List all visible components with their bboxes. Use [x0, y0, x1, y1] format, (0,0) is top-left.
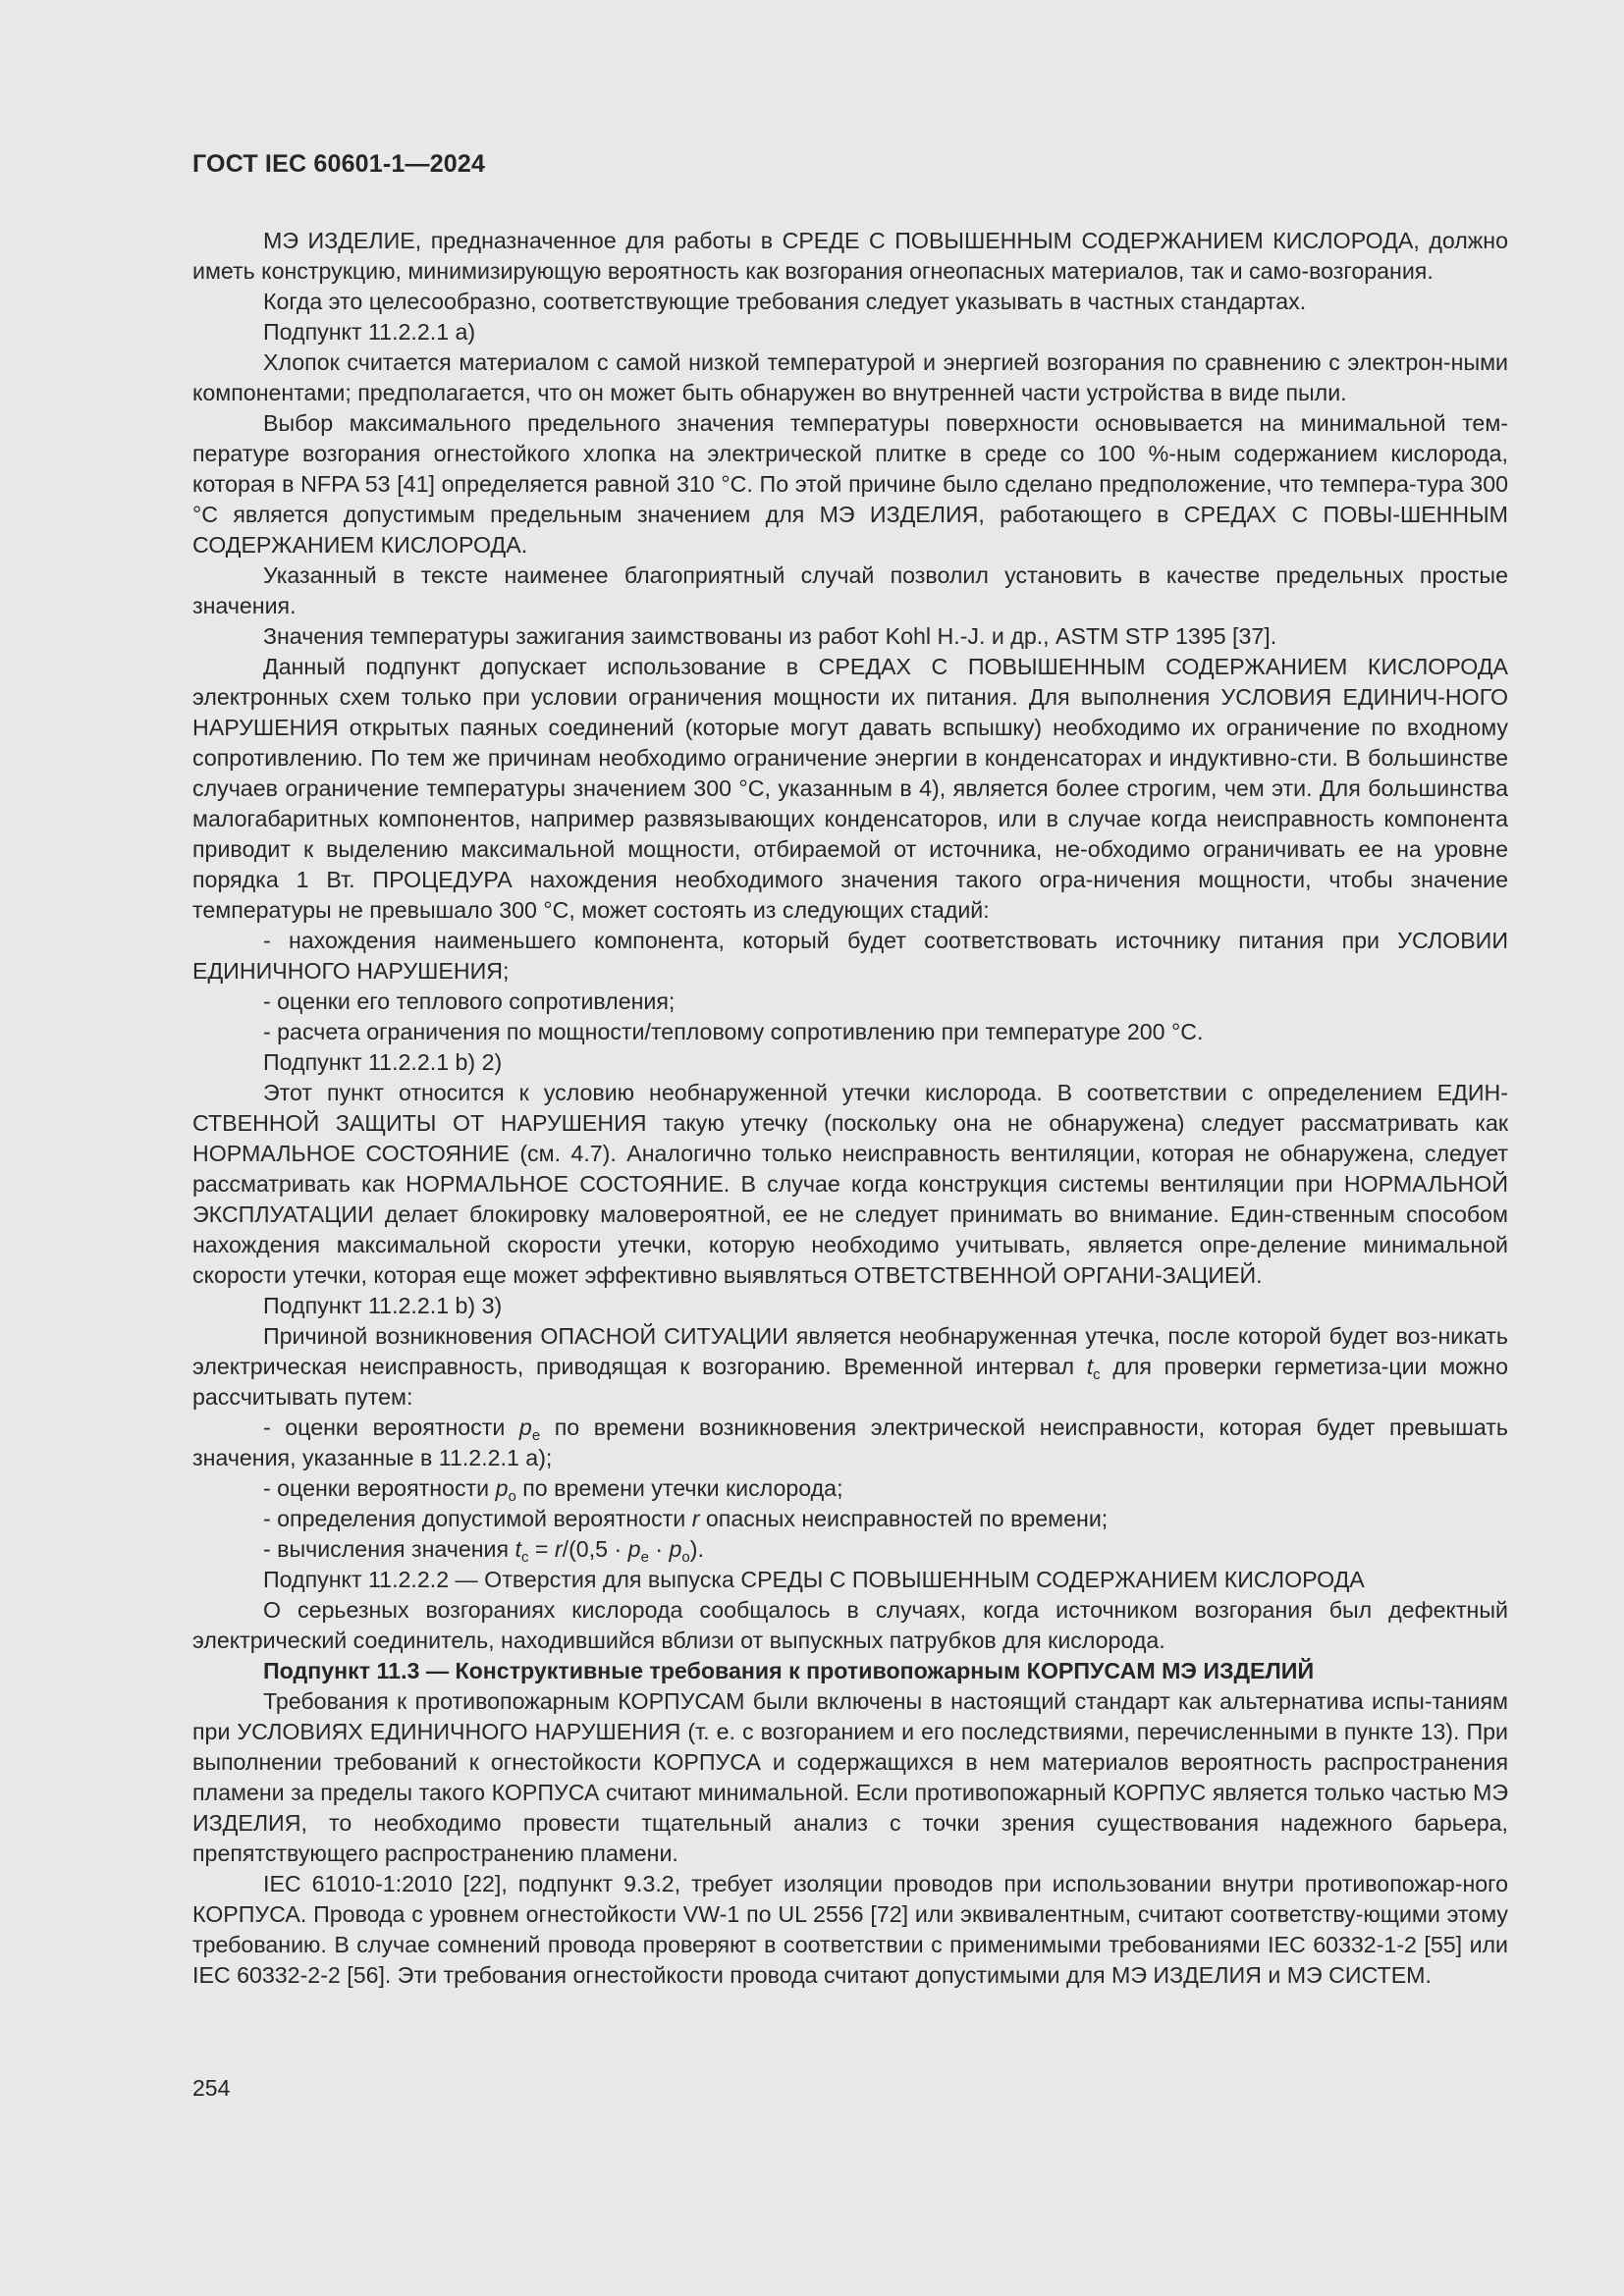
- list-item: [192, 1413, 1508, 1473]
- subclause-heading: Подпункт 11.2.2.1 b) 2): [263, 1049, 503, 1075]
- variable: t: [1086, 1354, 1094, 1379]
- text-run: по времени возникновения электрической неисправности, которая будет превышать значения, указанные в 11.2.2.1 a);: [192, 1415, 1508, 1470]
- text-run: ·: [648, 1536, 670, 1562]
- paragraph: Когда это целесообразно, соответствующие требования следует указывать в частных стандартах.: [263, 289, 1307, 314]
- text-run: Причиной возникновения ОПАСНОЙ СИТУАЦИИ является необнаруженная утечка, после которой будет воз-никать электрическая неисправность, приводящая к возгоранию. Временной интервал: [192, 1323, 1508, 1379]
- variable: r: [691, 1506, 700, 1531]
- paragraph: Этот пункт относится к условию необнаруженной утечки кислорода. В соответствии с определением ЕДИН-СТВЕННОЙ ЗАЩИТЫ ОТ НАРУШЕНИЯ такую утечку (поскольку она не обнаружена) следует рассматривать как НОРМАЛЬНОЕ СОСТОЯНИЕ (см. 4.7). Аналогично только неисправность вентиляции, которая не обнаружена, следует рассматривать как НОРМАЛЬНОЕ СОСТОЯНИЕ. В случае когда конструкция системы вентиляции при НОРМАЛЬНОЙ ЭКСПЛУАТАЦИИ делает блокировку маловероятной, ее не следует принимать во внимание. Един-ственным способом нахождения максимальной скорости утечки, которую необходимо учитывать, является опре-деление минимальной скорости утечки, которая еще может эффективно выявляться ОТВЕТСТВЕННОЙ ОРГАНИ-ЗАЦИЕЙ.: [192, 1080, 1508, 1288]
- text-run: =: [528, 1536, 555, 1562]
- subscript: e: [531, 1427, 541, 1444]
- subclause-heading: Подпункт 11.2.2.1 b) 3): [263, 1293, 503, 1318]
- variable: p: [627, 1536, 641, 1562]
- text-run: - оценки вероятности: [263, 1475, 496, 1501]
- subclause-heading: Подпункт 11.2.2.2 — Отверстия для выпуска СРЕДЫ С ПОВЫШЕННЫМ СОДЕРЖАНИЕМ КИСЛОРОДА: [263, 1567, 1365, 1592]
- paragraph: Требования к противопожарным КОРПУСАМ были включены в настоящий стандарт как альтернатива испы-таниям при УСЛОВИЯХ ЕДИНИЧНОГО НАРУШЕНИЯ (т. е. с возгоранием и его последствиями, перечисленными в пункте 13). При выполнении требований к огнестойкости КОРПУСА и содержащихся в нем материалов вероятность распространения пламени за пределы такого КОРПУСА считают минимальной. Если противопожарный КОРПУС является только частью МЭ ИЗДЕЛИЯ, то необходимо провести тщательный анализ с точки зрения существования надежного барьера, препятствующего распространению пламени.: [192, 1688, 1508, 1866]
- paragraph: IEC 61010-1:2010 [22], подпункт 9.3.2, требует изоляции проводов при использовании внутри противопожар-ного КОРПУСА. Провода с уровнем огнестойкости VW-1 по UL 2556 [72] или эквивалентным, считают соответству-ющими этому требованию. В случае сомнений провода проверяют в соответствии с применимыми требованиями IEC 60332-1-2 [55] или IEC 60332-2-2 [56]. Эти требования огнестойкости провода считают допустимыми для МЭ ИЗДЕЛИЯ и МЭ СИСТЕМ.: [192, 1871, 1508, 1988]
- text-run: /(0,5 ·: [562, 1536, 628, 1562]
- subscript: o: [681, 1549, 690, 1566]
- text-run: для проверки герметиза-ции можно рассчитывать путем:: [192, 1354, 1508, 1410]
- paragraph: Выбор максимального предельного значения температуры поверхности основывается на минимальной тем-пературе возгорания огнестойкого хлопка на электрической плитке в среде со 100 %-ным содержанием кислорода, которая в NFPA 53 [41] определяется равной 310 °С. По этой причине было сделано предположение, что темпера-тура 300 °С является допустимым предельным значением для МЭ ИЗДЕЛИЯ, работающего в СРЕДАХ С ПОВЫ-ШЕННЫМ СОДЕРЖАНИЕМ КИСЛОРОДА.: [192, 410, 1508, 558]
- subscript: e: [640, 1549, 649, 1566]
- variable: p: [518, 1415, 532, 1440]
- text-run: - оценки вероятности: [263, 1415, 519, 1440]
- text-run: ).: [689, 1536, 704, 1562]
- section-heading: Подпункт 11.3 — Конструктивные требования к противопожарным КОРПУСАМ МЭ ИЗДЕЛИЙ: [263, 1658, 1315, 1683]
- variable: p: [669, 1536, 682, 1562]
- text-run: опасных неисправностей по времени;: [699, 1506, 1109, 1531]
- variable: r: [554, 1536, 563, 1562]
- subscript: o: [508, 1488, 516, 1505]
- paragraph: О серьезных возгораниях кислорода сообщалось в случаях, когда источником возгорания был дефектный электрический соединитель, находившийся вблизи от выпускных патрубков для кислорода.: [192, 1597, 1508, 1653]
- list-item: - нахождения наименьшего компонента, который будет соответствовать источнику питания при УСЛОВИИ ЕДИНИЧНОГО НАРУШЕНИЯ;: [192, 928, 1508, 984]
- paragraph: Хлопок считается материалом с самой низкой температурой и энергией возгорания по сравнению с электрон-ными компонентами; предполагается, что он может быть обнаружен во внутренней части устройства в виде пыли.: [192, 349, 1508, 405]
- paragraph: Данный подпункт допускает использование в СРЕДАХ С ПОВЫШЕННЫМ СОДЕРЖАНИЕМ КИСЛОРОДА электронных схем только при условии ограничения мощности их питания. Для выполнения УСЛОВИЯ ЕДИНИЧ-НОГО НАРУШЕНИЯ открытых паяных соединений (которые могут давать вспышку) необходимо их ограничение по входному сопротивлению. По тем же причинам необходимо ограничение энергии в конденсаторах и индуктивно-сти. В большинстве случаев ограничение температуры значением 300 °С, указанным в 4), является более строгим, чем эти. Для большинства малогабаритных компонентов, например развязывающих конденсаторов, или в случае когда неисправность компонента приводит к выделению максимальной мощности, отбираемой от источника, не-обходимо ограничивать ее на уровне порядка 1 Вт. ПРОЦЕДУРА нахождения необходимого значения такого огра-ничения мощности, чтобы значение температуры не превышало 300 °С, может состоять из следующих стадий:: [192, 654, 1508, 923]
- list-item: [192, 1473, 1508, 1504]
- paragraph-with-formula: [192, 1321, 1508, 1413]
- document-header: ГОСТ IEC 60601-1—2024: [192, 150, 486, 178]
- document-body: [192, 226, 1508, 1991]
- subscript: c: [1093, 1366, 1101, 1383]
- subscript: c: [520, 1549, 529, 1566]
- text-run: - вычисления значения: [263, 1536, 515, 1562]
- text-run: по времени утечки кислорода;: [515, 1475, 843, 1501]
- paragraph: Значения температуры зажигания заимствованы из работ Kohl H.-J. и др., ASTM STP 1395 [37].: [263, 623, 1277, 649]
- text-run: - определения допустимой вероятности: [263, 1506, 692, 1531]
- paragraph: Указанный в тексте наименее благоприятный случай позволил установить в качестве предельных простые значения.: [192, 562, 1508, 618]
- list-item: [192, 1534, 1508, 1565]
- paragraph: МЭ ИЗДЕЛИЕ, предназначенное для работы в СРЕДЕ С ПОВЫШЕННЫМ СОДЕРЖАНИЕМ КИСЛОРОДА, должно иметь конструкцию, минимизирующую вероятность как возгорания огнеопасных материалов, так и само-возгорания.: [192, 228, 1508, 284]
- page-number: 254: [192, 2075, 231, 2101]
- variable: t: [514, 1536, 521, 1562]
- list-item: - расчета ограничения по мощности/тепловому сопротивлению при температуре 200 °С.: [263, 1019, 1204, 1044]
- list-item: [192, 1504, 1508, 1534]
- subclause-heading: Подпункт 11.2.2.1 a): [263, 319, 476, 345]
- variable: p: [495, 1475, 509, 1501]
- list-item: - оценки его теплового сопротивления;: [263, 988, 676, 1014]
